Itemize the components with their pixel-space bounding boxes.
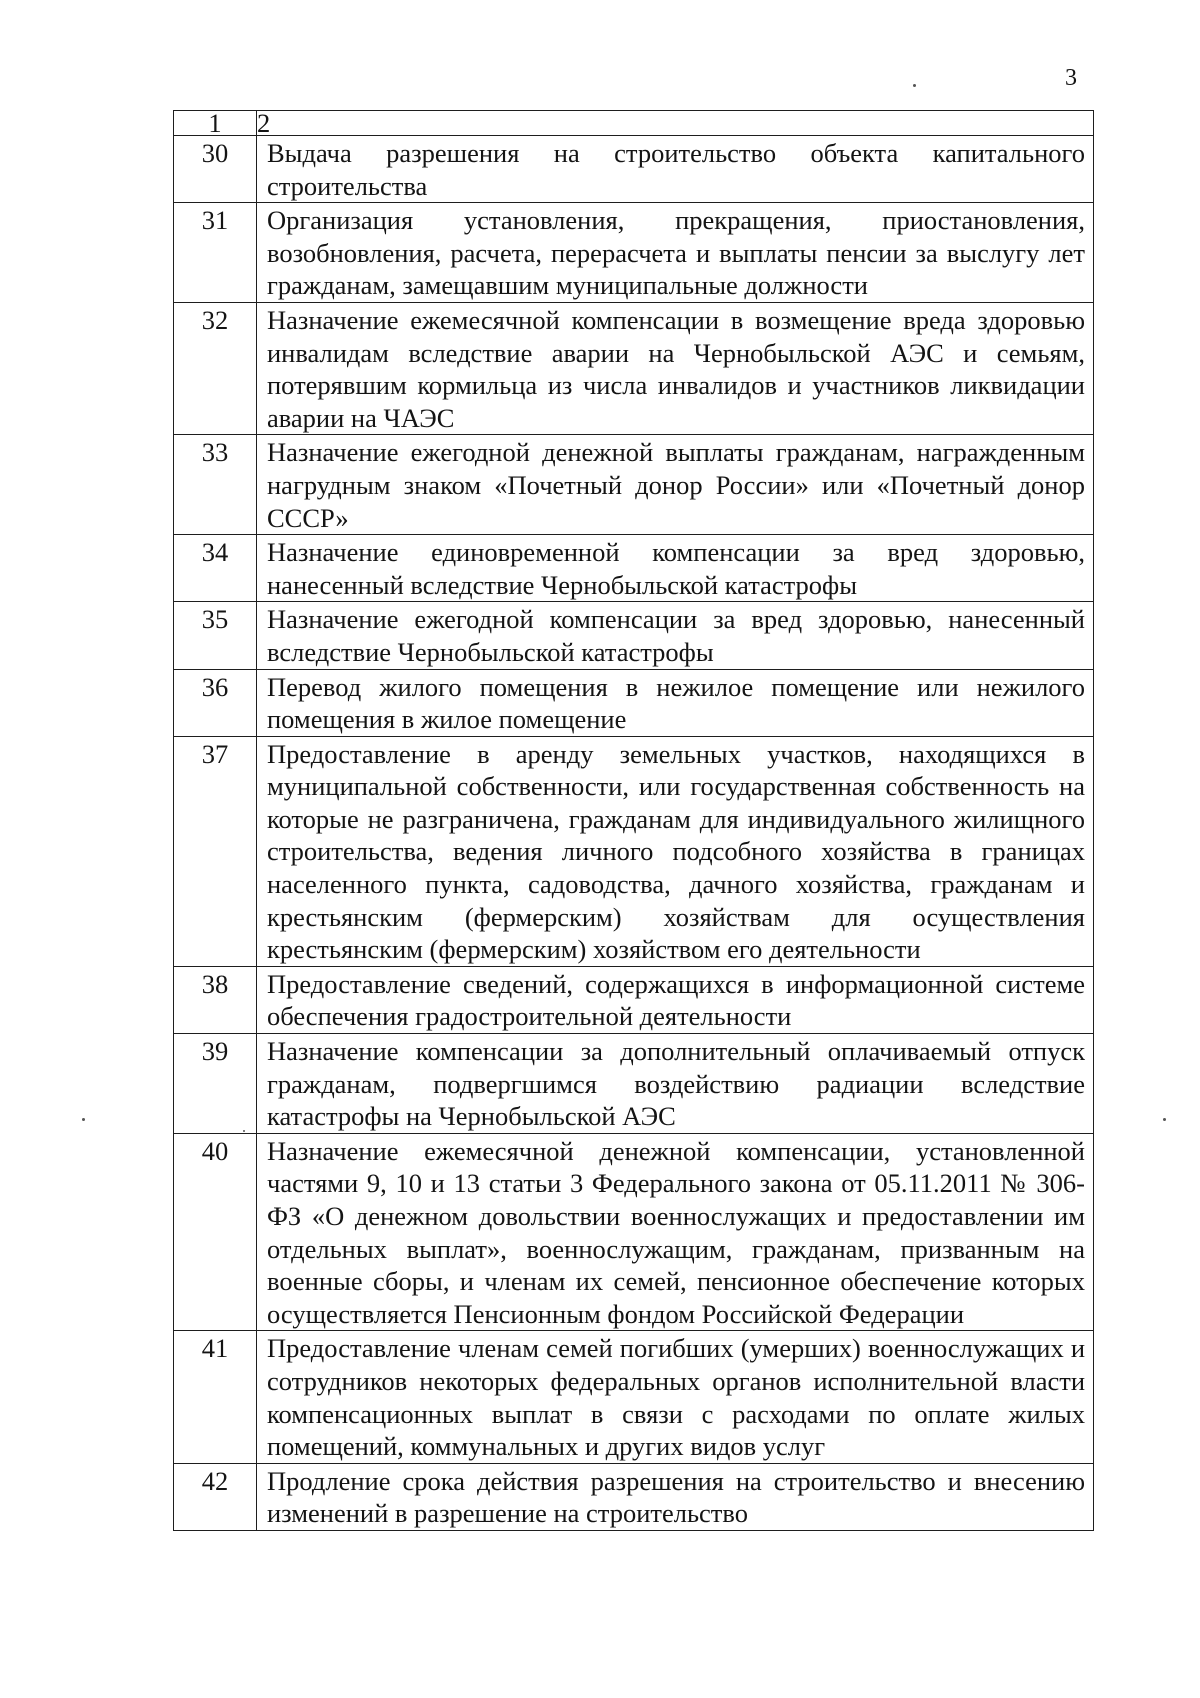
row-number-cell: 34 [174, 535, 257, 602]
table-row [174, 1133, 1094, 1331]
table-row [174, 1463, 1094, 1530]
service-name-cell: Назначение ежемесячной денежной компенсации, установленной частями 9, 10 и 13 статьи 3 Федерального закона от 05.11.2011 № 306-ФЗ «О денежном довольствии военнослужащих и предоставлении им отдельных выплат», военнослужащим, гражданам, призванным на военные сборы, и членам их семей, пенсионное обеспечение которых осуществляется Пенсионным фондом Российской Федерации [257, 1133, 1094, 1331]
service-name-cell: Предоставление сведений, содержащихся в информационной системе обеспечения градостроительной деятельности [257, 966, 1094, 1033]
service-name-cell: Назначение единовременной компенсации за вред здоровью, нанесенный вследствие Чернобыльской катастрофы [257, 535, 1094, 602]
page-number: 3 [1065, 65, 1077, 91]
row-number-cell: 30 [174, 136, 257, 203]
row-number-cell: 35 [174, 602, 257, 669]
row-number-cell: 36 [174, 669, 257, 736]
service-name-cell: Перевод жилого помещения в нежилое помещение или нежилого помещения в жилое помещение [257, 669, 1094, 736]
scan-speck [82, 1118, 85, 1121]
service-name-cell: Назначение компенсации за дополнительный оплачиваемый отпуск гражданам, подвергшимся воздействию радиации вследствие катастрофы на Чернобыльской АЭС [257, 1034, 1094, 1134]
row-number-cell: 40 [174, 1133, 257, 1331]
scan-speck [913, 84, 916, 87]
row-number-cell: 32 [174, 302, 257, 434]
service-name-cell: Выдача разрешения на строительство объекта капитального строительства [257, 136, 1094, 203]
header-cell-number: 1 [174, 111, 257, 136]
service-name-cell: Назначение ежегодной денежной выплаты гражданам, награжденным нагрудным знаком «Почетный донор России» или «Почетный донор СССР» [257, 435, 1094, 535]
services-table-body [174, 108, 1094, 1531]
table-row [174, 203, 1094, 303]
row-number-cell: 38 [174, 966, 257, 1033]
table-row [174, 535, 1094, 602]
table-row [174, 1034, 1094, 1134]
service-name-cell: Организация установления, прекращения, приостановления, возобновления, расчета, перерасчета и выплаты пенсии за выслугу лет гражданам, замещавшим муниципальные должности [257, 203, 1094, 303]
service-name-cell: Предоставление членам семей погибших (умерших) военнослужащих и сотрудников некоторых федеральных органов исполнительной власти компенсационных выплат в связи с расходами по оплате жилых помещений, коммунальных и других видов услуг [257, 1331, 1094, 1463]
scan-speck [1163, 1118, 1166, 1121]
table-row [174, 736, 1094, 966]
table-row [174, 966, 1094, 1033]
table-row [174, 602, 1094, 669]
row-number-cell: 39 [174, 1034, 257, 1134]
row-number-cell: 41 [174, 1331, 257, 1463]
services-table [173, 110, 1094, 1531]
header-cell-name: 2 [257, 111, 1094, 136]
service-name-cell: Продление срока действия разрешения на строительство и внесению изменений в разрешение на строительство [257, 1463, 1094, 1530]
service-name-cell: Предоставление в аренду земельных участков, находящихся в муниципальной собственности, или государственная собственность на которые не разграничена, гражданам для индивидуального жилищного строительства, ведения личного подсобного хозяйства в границах населенного пункта, садоводства, дачного хозяйства, гражданам и крестьянским (фермерским) хозяйствам для осуществления крестьянским (фермерским) хозяйством его деятельности [257, 736, 1094, 966]
table-header-row [174, 111, 1094, 136]
service-name-cell: Назначение ежегодной компенсации за вред здоровью, нанесенный вследствие Чернобыльской катастрофы [257, 602, 1094, 669]
row-number-cell: 31 [174, 203, 257, 303]
table-row [174, 1331, 1094, 1463]
row-number-cell: 37 [174, 736, 257, 966]
service-name-cell: Назначение ежемесячной компенсации в возмещение вреда здоровью инвалидам вследствие аварии на Чернобыльской АЭС и семьям, потерявшим кормильца из числа инвалидов и участников ликвидации аварии на ЧАЭС [257, 302, 1094, 434]
table-row [174, 302, 1094, 434]
table-row [174, 669, 1094, 736]
row-number-cell: 33 [174, 435, 257, 535]
table-row [174, 136, 1094, 203]
table-row [174, 435, 1094, 535]
row-number-cell: 42 [174, 1463, 257, 1530]
